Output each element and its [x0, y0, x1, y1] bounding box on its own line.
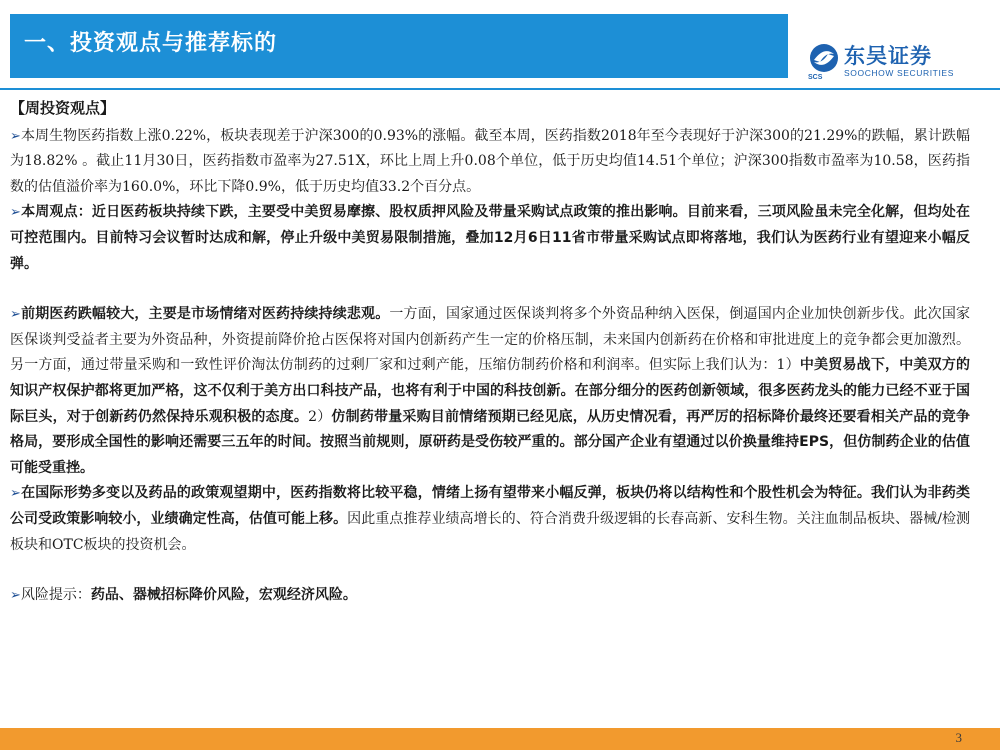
- bullet-arrow-icon: ➢: [10, 307, 21, 323]
- paragraph-spacer: [10, 277, 970, 302]
- company-logo: [808, 40, 968, 84]
- paragraph-5: [10, 583, 970, 609]
- logo-abbreviation: SCS: [808, 74, 823, 81]
- logo-chinese-name: 东吴证券: [844, 44, 932, 68]
- text-segment: 本周生物医药指数上涨0.22%，板块表现差于沪深300的0.93%的涨幅。截至本周，医药指数2018年至今表现好于沪深300的21.29%的跌幅，累计跌幅为18.82% 。截止11月30日，医药指数市盈率为27.51X，环比上周上升0.08个单位，低于历史均值14.51个单位；沪深300指数市盈率为10.58，医药指数的估值溢价率为160.0%，环比下降0.9%，低于历史均值33.2个百分点。: [10, 127, 970, 195]
- bold-text-segment: 在国际形势多变以及药品的政策观望期中，医药指数将比较平稳，情绪上扬有望带来小幅反弹，板块仍将以结构性和个股性机会为特征。我们认为非药类公司受政策影响较小，业绩确定性高，估值可能上移。: [10, 485, 970, 527]
- footer-bar: [0, 728, 1000, 750]
- paragraph-4: [10, 481, 970, 558]
- page-title: 一、投资观点与推荐标的: [24, 31, 278, 56]
- bold-text-segment: 前期医药跌幅较大，主要是市场情绪对医药持续持续悲观。: [20, 306, 390, 323]
- bold-text-segment: 药品、器械招标降价风险，宏观经济风险。: [90, 587, 357, 604]
- bold-text-segment: 中美贸易战下，中美双方的知识产权保护都将更加严格，这不仅利于美方出口科技产品，也将有利于中国的科技创新。在部分细分的医药创新领域，很多医药龙头的能力已经不亚于国际巨头，对于创新药仍然保持乐观积极的态度。: [10, 357, 971, 425]
- bold-text-segment: 仿制药带量采购目前情绪预期已经见底，从历史情况看，再严厉的招标降价最终还要看相关产品的竞争格局，要形成全国性的影响还需要三五年的时间。按照当前规则，原研药是受伤较严重的。部分国产企业有望通过以价换量维持EPS，但仿制药企业的估值可能受重挫。: [10, 408, 971, 476]
- bullet-arrow-icon: ➢: [10, 128, 21, 144]
- bullet-arrow-icon: ➢: [10, 588, 21, 604]
- bullet-arrow-icon: ➢: [10, 486, 21, 502]
- bullet-arrow-icon: ➢: [10, 205, 21, 221]
- text-segment: 2）: [308, 408, 332, 425]
- page-number: 3: [955, 730, 962, 745]
- logo-mark-icon: [808, 42, 840, 74]
- paragraph-3: [10, 302, 970, 481]
- paragraph-spacer: [10, 558, 970, 583]
- paragraph-list: [10, 124, 970, 609]
- text-segment: 一方面，国家通过医保谈判将多个外资品种纳入医保，倒逼国内企业加快创新步伐。此次国家医保谈判受益者主要为外资品种，外资提前降价抢占医保将对国内创新药产生一定的价格压制，未来国内创新药在价格和审批进度上的竞争都会更加激烈。另一方面，通过带量采购和一致性评价淘汰仿制药的过剩厂家和过剩产能，压缩仿制药价格和利润率。但实际上我们认为：1）: [10, 306, 971, 374]
- paragraph-2: [10, 200, 970, 277]
- text-segment: 因此重点推荐业绩高增长的、符合消费升级逻辑的长春高新、安科生物。关注血制品板块、器械/检测板块和OTC板块的投资机会。: [10, 510, 971, 553]
- section-heading: 【周投资观点】: [10, 99, 116, 117]
- bold-text-segment: 本周观点：近日医药板块持续下跌，主要受中美贸易摩擦、股权质押风险及带量采购试点政策的推出影响。目前来看，三项风险虽未完全化解，但均处在可控范围内。目前特习会议暂时达成和解，停止升级中美贸易限制措施，叠加12月6日11省市带量采购试点即将落地，我们认为医药行业有望迎来小幅反弹。: [10, 204, 970, 272]
- logo-english-name: SOOCHOW SECURITIES: [844, 68, 954, 78]
- text-segment: 风险提示：: [20, 587, 91, 604]
- report-body: [10, 96, 970, 609]
- paragraph-1: [10, 124, 970, 201]
- header-divider: [0, 88, 1000, 90]
